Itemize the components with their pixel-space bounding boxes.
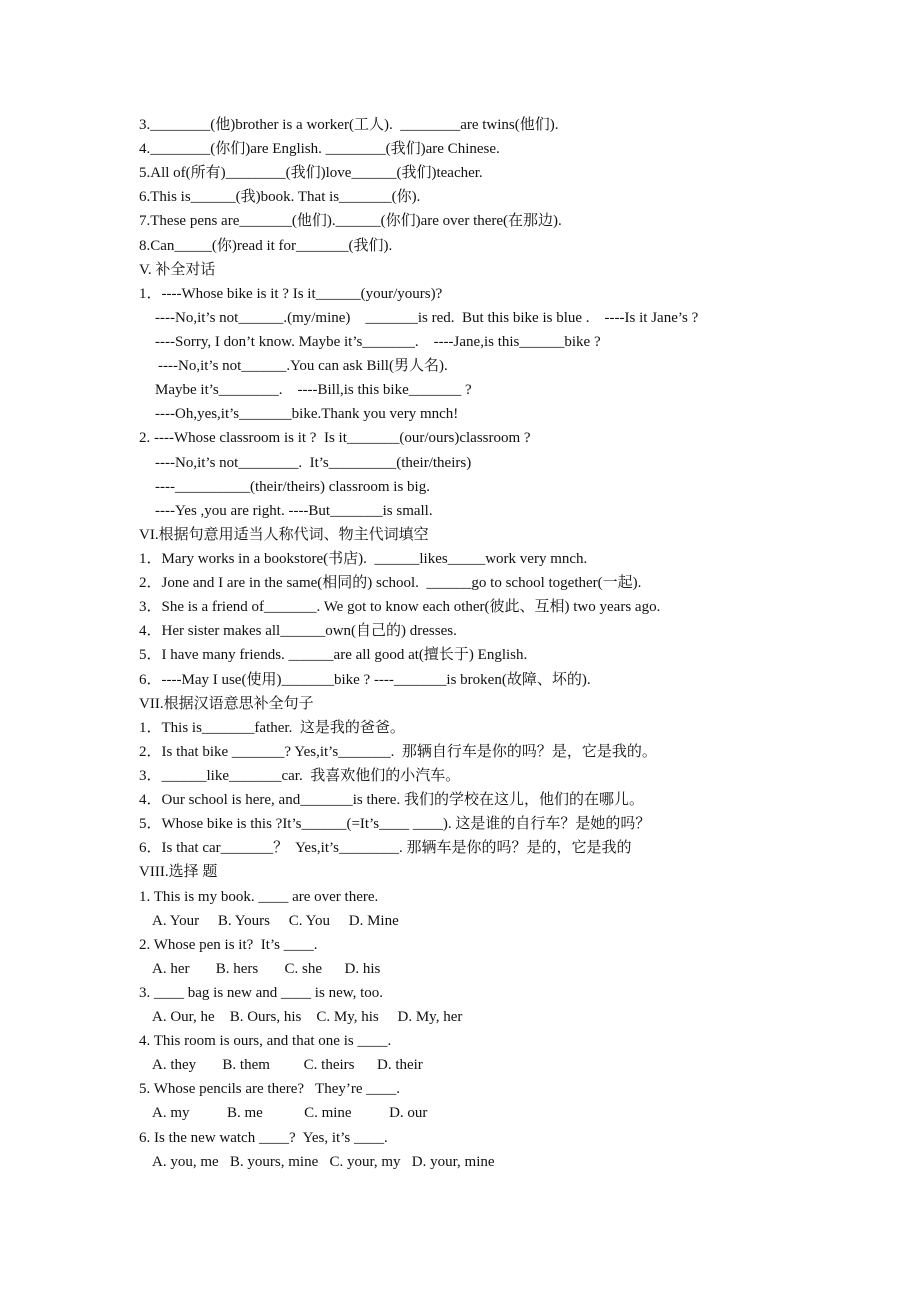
dialogue-line: ----Oh,yes,it’s_______bike.Thank you very mnch!: [155, 406, 459, 423]
question: 1. This is my book. ____ are over there.: [139, 888, 379, 905]
answer-options: A. my B. me C. mine D. our: [152, 1105, 428, 1122]
exercise-line: 3．______like_______car. 我喜欢他们的小汽车。: [139, 767, 461, 784]
dialogue-line: ----__________(their/theirs) classroom is big.: [155, 478, 430, 495]
question: 3. ____ bag is new and ____ is new, too.: [139, 984, 383, 1001]
exercise-line: 3．She is a friend of_______. We got to know each other(彼此、互相) two years ago.: [139, 599, 661, 616]
exercise-line: 3.________(他)brother is a worker(工人). ________are twins(他们).: [139, 117, 559, 133]
exercise-line: 1．Mary works in a bookstore(书店). ______likes_____work very mnch.: [139, 550, 588, 567]
exercise-line: 5.All of(所有)________(我们)love______(我们)teacher.: [139, 165, 483, 182]
section-heading-vi: VI.根据句意用适当人称代词、物主代词填空: [139, 526, 429, 543]
exercise-line: 6.This is______(我)book. That is_______(你).: [139, 189, 421, 206]
dialogue-line: Maybe it’s________. ----Bill,is this bike_______ ?: [155, 382, 472, 399]
answer-options: A. they B. them C. theirs D. their: [152, 1057, 423, 1074]
exercise-line: 5．I have many friends. ______are all good at(擅长于) English.: [139, 647, 528, 664]
dialogue-line: ----Yes ,you are right. ----But_______is small.: [155, 502, 433, 519]
exercise-line: 4．Her sister makes all______own(自己的) dresses.: [139, 623, 457, 640]
answer-options: A. you, me B. yours, mine C. your, my D. your, mine: [152, 1153, 495, 1170]
question: 2. Whose pen is it? It’s ____.: [139, 936, 318, 953]
section-heading-vii: VII.根据汉语意思补全句子: [139, 695, 314, 712]
answer-options: A. Your B. Yours C. You D. Mine: [152, 912, 399, 929]
dialogue-line: 2. ----Whose classroom is it ? Is it_______(our/ours)classroom ?: [139, 430, 531, 447]
answer-options: A. her B. hers C. she D. his: [152, 960, 381, 977]
dialogue-line: ----No,it’s not______.You can ask Bill(男人名).: [158, 358, 448, 375]
exercise-line: 2．Jone and I are in the same(相同的) school. ______go to school together(一起).: [139, 575, 642, 592]
exercise-line: 2．Is that bike _______? Yes,it’s_______. 那辆自行车是你的吗？是，它是我的。: [139, 743, 657, 760]
section-heading-viii: VIII.选择 题: [139, 864, 218, 881]
question: 4. This room is ours, and that one is ____.: [139, 1033, 392, 1050]
exercise-line: 4.________(你们)are English. ________(我们)are Chinese.: [139, 141, 500, 158]
dialogue-line: ----No,it’s not______.(my/mine) _______is red. But this bike is blue . ----Is it Jane’s ?: [155, 309, 699, 326]
dialogue-line: ----No,it’s not________. It’s_________(their/theirs): [155, 454, 472, 471]
question: 6. Is the new watch ____? Yes, it’s ____.: [139, 1129, 388, 1146]
dialogue-line: 1．----Whose bike is it ? Is it______(your/yours)?: [139, 285, 443, 302]
exercise-line: 6．Is that car_______？ Yes,it’s________. 那辆车是你的吗？是的，它是我的: [139, 840, 632, 857]
exercise-line: 8.Can_____(你)read it for_______(我们).: [139, 237, 393, 254]
exercise-line: 4．Our school is here, and_______is there. 我们的学校在这儿，他们的在哪儿。: [139, 792, 644, 809]
exercise-line: 7.These pens are_______(他们).______(你们)are over there(在那边).: [139, 213, 562, 230]
section-heading-v: V. 补全对话: [139, 261, 216, 278]
worksheet-document: [139, 113, 839, 1174]
exercise-line: 6．----May I use(使用)_______bike ? ----_______is broken(故障、坏的).: [139, 671, 591, 688]
exercise-line: 5．Whose bike is this ?It’s______(=It’s____ ____). 这是谁的自行车？是她的吗？: [139, 816, 651, 833]
question: 5. Whose pencils are there? They’re ____.: [139, 1081, 401, 1098]
exercise-line: 1．This is_______father. 这是我的爸爸。: [139, 719, 405, 736]
answer-options: A. Our, he B. Ours, his C. My, his D. My, her: [152, 1009, 463, 1026]
dialogue-line: ----Sorry, I don’t know. Maybe it’s_______. ----Jane,is this______bike ?: [155, 333, 601, 350]
